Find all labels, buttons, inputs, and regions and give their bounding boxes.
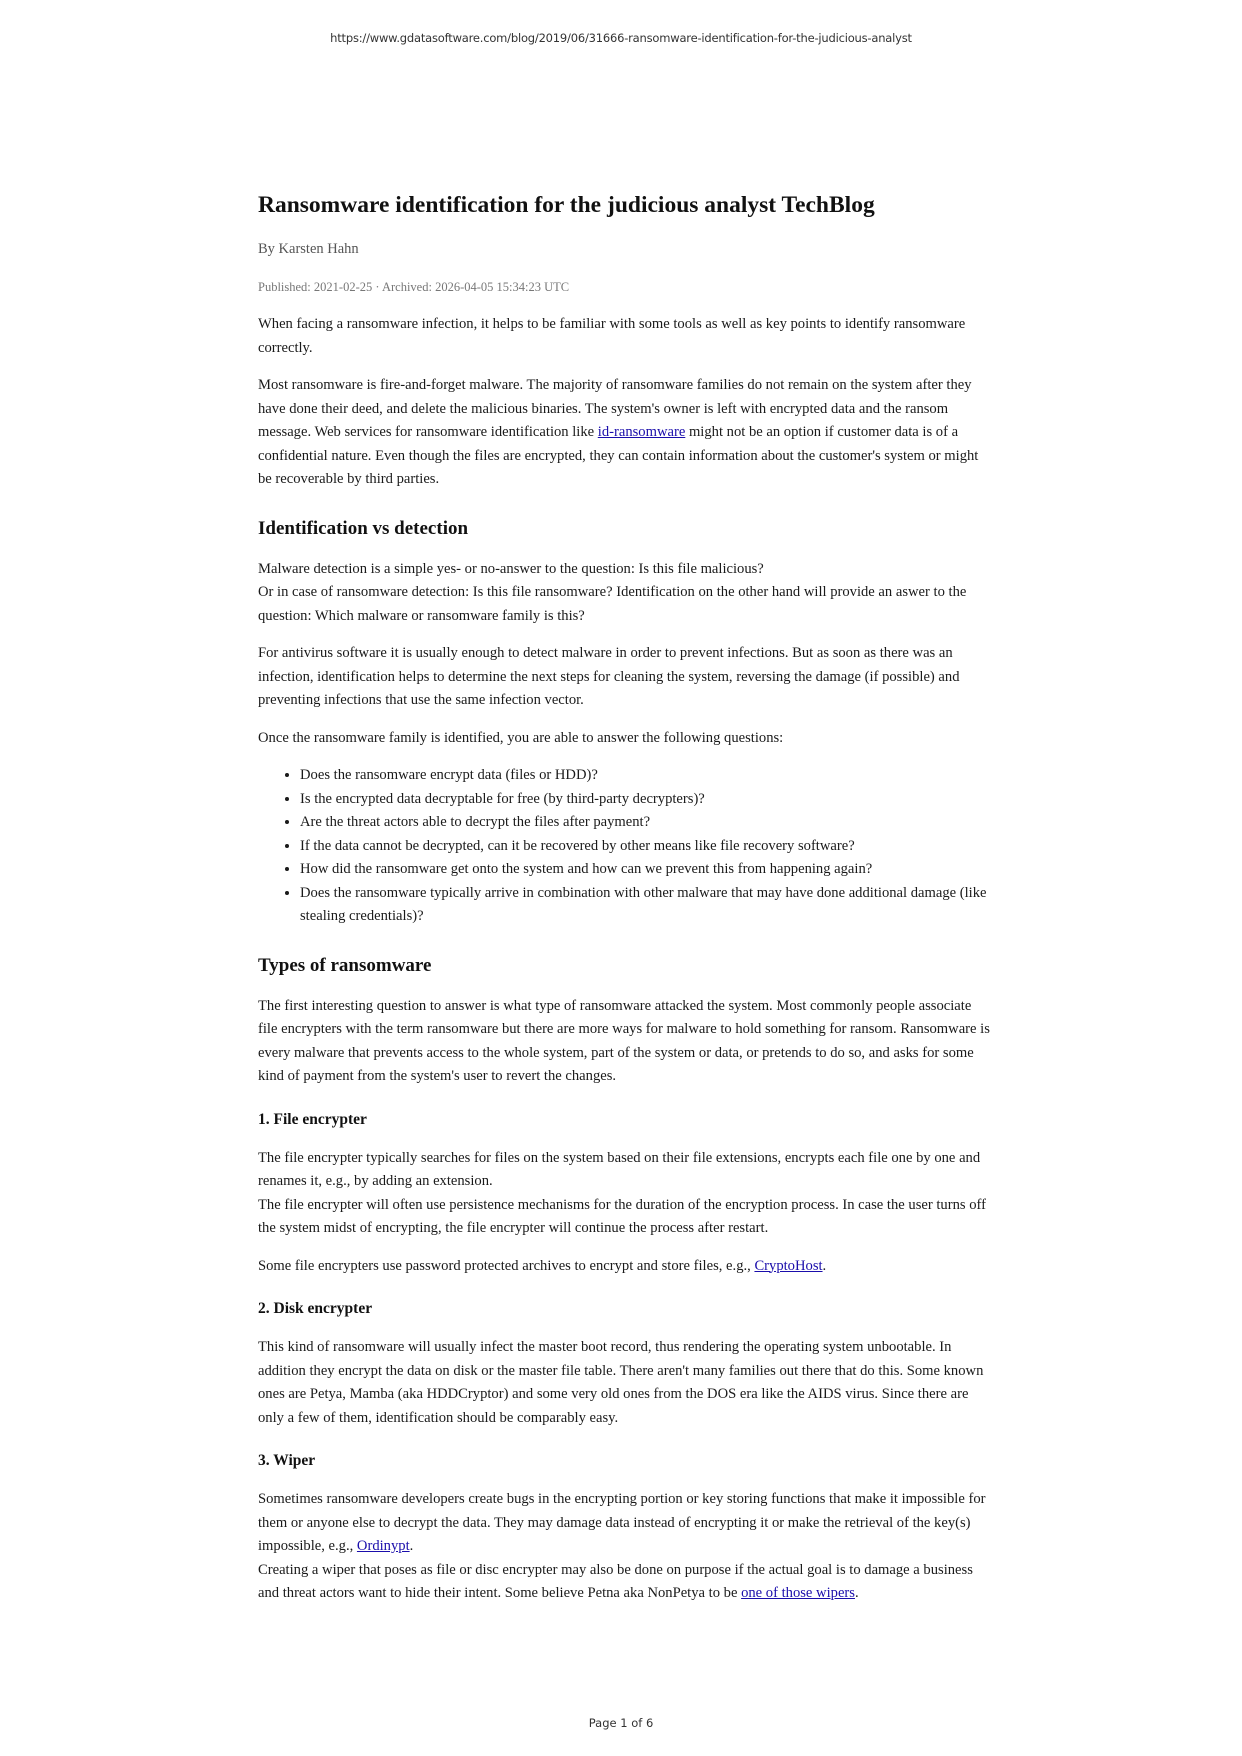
archives-paragraph (258, 1255, 992, 1279)
paragraph-text: Most ransomware is fire-and-forget malware. The majority of ransomware families do not remain on the system after they have done their deed, and delete the malicious binaries. The system's owner is left with encrypted data and the ransom message. Web services for ransomware identification like (258, 377, 972, 440)
cryptohost-link[interactable]: CryptoHost (754, 1257, 823, 1274)
article-title: Ransomware identification for the judicious analyst TechBlog (258, 192, 875, 218)
fire-and-forget-paragraph (258, 374, 992, 492)
types-paragraph: The first interesting question to answer is what type of ransomware attacked the system. Most commonly people associate file encrypters with the term ransomware but there are more ways for malware to hold something for ransom. Ransomware is every malware that prevents access to the whole system, part of the system or data, or pretends to do so, and asks for some kind of payment from the system's user to revert the changes. (258, 997, 990, 1084)
heading-wiper: 3. Wiper (258, 1452, 316, 1469)
id-ransomware-link[interactable]: id-ransomware (597, 424, 686, 440)
list-item: • Does the ransomware encrypt data (files or HDD)? (300, 764, 992, 788)
heading-file-encrypter: 1. File encrypter (258, 1110, 367, 1128)
paragraph-text: Sometimes ransomware developers create bugs in the encrypting portion or key storing functions that make it impossible for them or anyone else to decrypt the data. They may damage data instead of encrypting it or make the retrieval of the key(s) impossible, e.g., (258, 1491, 986, 1554)
paragraph-line: Or in case of ransomware detection: Is this file ransomware? Identification on the other hand will provide an aswer to the question: Which malware or ransomware family is this? (258, 584, 967, 624)
detection-paragraph (258, 558, 992, 629)
questions-intro: Once the ransomware family is identified, you are able to answer the following questions: (258, 729, 784, 746)
intro-paragraph: When facing a ransomware infection, it helps to be familiar with some tools as well as key points to identify ransomware correctly. (258, 316, 966, 356)
wiper-paragraph (258, 1488, 992, 1606)
questions-list (258, 764, 992, 929)
source-url: https://www.gdatasoftware.com/blog/2019/06/31666-ransomware-identification-for-the-judicious-analyst (330, 31, 912, 45)
paragraph-text: Creating a wiper that poses as file or disc encrypter may also be done on purpose if the actual goal is to damage a business and threat actors want to hide their intent. Some believe Petna aka NonPetya to be (258, 1561, 973, 1601)
heading-identification-vs-detection: Identification vs detection (258, 517, 469, 539)
disk-encrypter-paragraph: This kind of ransomware will usually infect the master boot record, thus rendering the operating system unbootable. In addition they encrypt the data on disk or the master file table. There aren't many families out there that do this. Some known ones are Petya, Mamba (aka HDDCryptor) and some very old ones from the DOS era like the AIDS virus. Since there are only a few of them, identification should be comparably easy. (258, 1339, 984, 1426)
heading-types-of-ransomware: Types of ransomware (258, 954, 432, 976)
paragraph-text: might not be an option if customer data is of a confidential nature. Even though the files are encrypted, they can contain information about the customer's system or might be recoverable by third parties. (258, 424, 979, 487)
paragraph-line: The file encrypter typically searches for files on the system based on their file extensions, encrypts each file one by one and renames it, e.g., by adding an extension. (258, 1149, 981, 1189)
paragraph-text: . (822, 1257, 827, 1274)
antivirus-paragraph: For antivirus software it is usually enough to detect malware in order to prevent infections. But as soon as there was an infection, identification helps to determine the next steps for cleaning the system, reversing the damage (if possible) and preventing infections that use the same infection vector. (258, 645, 960, 708)
paragraph-text: . (409, 1538, 414, 1554)
paragraph-text: Some file encrypters use password protected archives to encrypt and store files, e.g., (258, 1257, 755, 1274)
wipers-link[interactable]: one of those wipers (741, 1585, 855, 1601)
article (258, 190, 992, 1620)
paragraph-line: Malware detection is a simple yes- or no-answer to the question: Is this file malicious? (258, 560, 764, 577)
paragraph-text: . (854, 1585, 859, 1601)
list-item: • How did the ransomware get onto the system and how can we prevent this from happening again? (300, 858, 992, 882)
list-item: • Does the ransomware typically arrive in combination with other malware that may have done additional damage (like stealing credentials)? (300, 882, 992, 929)
heading-disk-encrypter: 2. Disk encrypter (258, 1300, 373, 1317)
list-item: • If the data cannot be decrypted, can it be recovered by other means like file recovery software? (300, 835, 992, 859)
author-byline: By Karsten Hahn (258, 241, 359, 257)
page-number: Page 1 of 6 (588, 1716, 654, 1730)
list-item: • Is the encrypted data decryptable for free (by third-party decrypters)? (300, 788, 992, 812)
ordinypt-link[interactable]: Ordinypt (356, 1538, 410, 1554)
paragraph-line: The file encrypter will often use persistence mechanisms for the duration of the encryption process. In case the user turns off the system midst of encrypting, the file encrypter will continue the process after restart. (258, 1196, 986, 1236)
file-encrypter-paragraph (258, 1147, 992, 1241)
publish-meta: Published: 2021-02-25 · Archived: 2026-04-05 15:34:23 UTC (258, 279, 570, 294)
list-item: • Are the threat actors able to decrypt the files after payment? (300, 811, 992, 835)
